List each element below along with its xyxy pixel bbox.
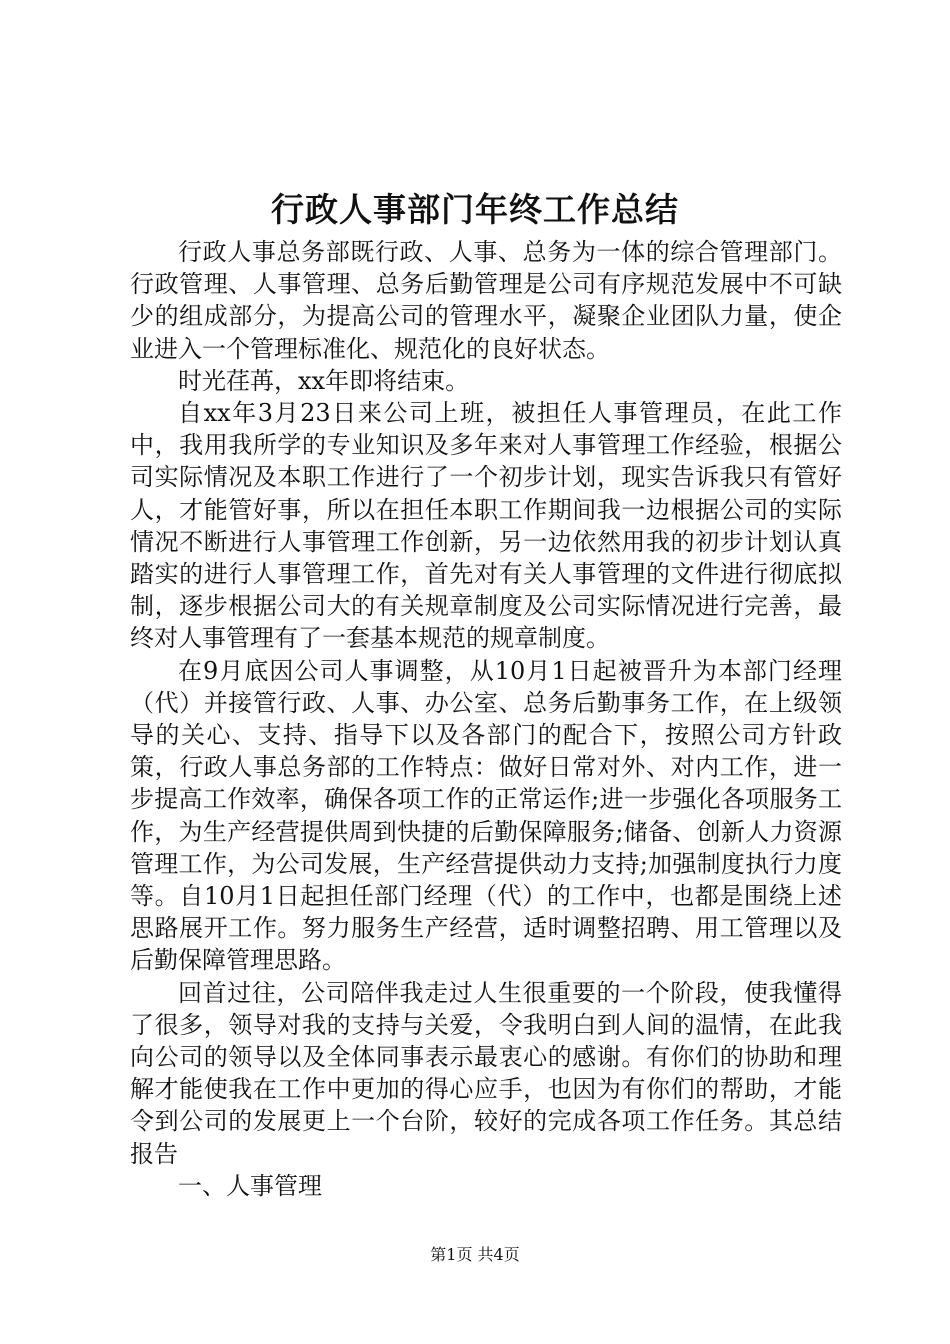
- document-title: 行政人事部门年终工作总结: [271, 190, 679, 229]
- page-number-footer: 第1页 共4页: [430, 1245, 520, 1264]
- paragraph-time: 时光荏苒，xx年即将结束。: [178, 366, 470, 395]
- paragraph-thanks: 回首过往，公司陪伴我走过人生很重要的一个阶段，使我懂得了很多，领导对我的支持与关爱，令我明白到人间的温情，在此我向公司的领导以及全体同事表示最衷心的感谢。有你们的协助和理解才能使我在工作中更加的得心应手，也因为有你们的帮助，才能令到公司的发展更上一个台阶，较好的完成各项工作任务。其总结报告: [130, 978, 842, 1168]
- paragraph-hr-start: 自xx年3月23日来公司上班，被担任人事管理员，在此工作中，我用我所学的专业知识及多年来对人事管理工作经验，根据公司实际情况及本职工作进行了一个初步计划，现实告诉我只有管好人，才能管好事，所以在担任本职工作期间我一边根据公司的实际情况不断进行人事管理工作创新，另一边依然用我的初步计划认真踏实的进行人事管理工作，首先对有关人事管理的文件进行彻底拟制，逐步根据公司大的有关规章制度及公司实际情况进行完善，最终对人事管理有了一套基本规范的规章制度。: [130, 399, 842, 653]
- paragraph-promotion: 在9月底因公司人事调整，从10月1日起被晋升为本部门经理（代）并接管行政、人事、办公室、总务后勤事务工作，在上级领导的关心、支持、指导下以及各部门的配合下，按照公司方针政策，行政人事总务部的工作特点：做好日常对外、对内工作，进一步提高工作效率，确保各项工作的正常运作;进一步强化各项服务工作，为生产经营提供周到快捷的后勤保障服务;储备、创新人力资源管理工作，为公司发展，生产经营提供动力支持;加强制度执行力度等。自10月1日起担任部门经理（代）的工作中，也都是围绕上述思路展开工作。努力服务生产经营，适时调整招聘、用工管理以及后勤保障管理思路。: [130, 656, 842, 975]
- section-heading-hr: 一、人事管理: [178, 1171, 322, 1200]
- document-body: [130, 236, 842, 1202]
- paragraph-intro: 行政人事总务部既行政、人事、总务为一体的综合管理部门。行政管理、人事管理、总务后勤管理是公司有序规范发展中不可缺少的组成部分，为提高公司的管理水平，凝聚企业团队力量，使企业进入一个管理标准化、规范化的良好状态。: [130, 238, 842, 363]
